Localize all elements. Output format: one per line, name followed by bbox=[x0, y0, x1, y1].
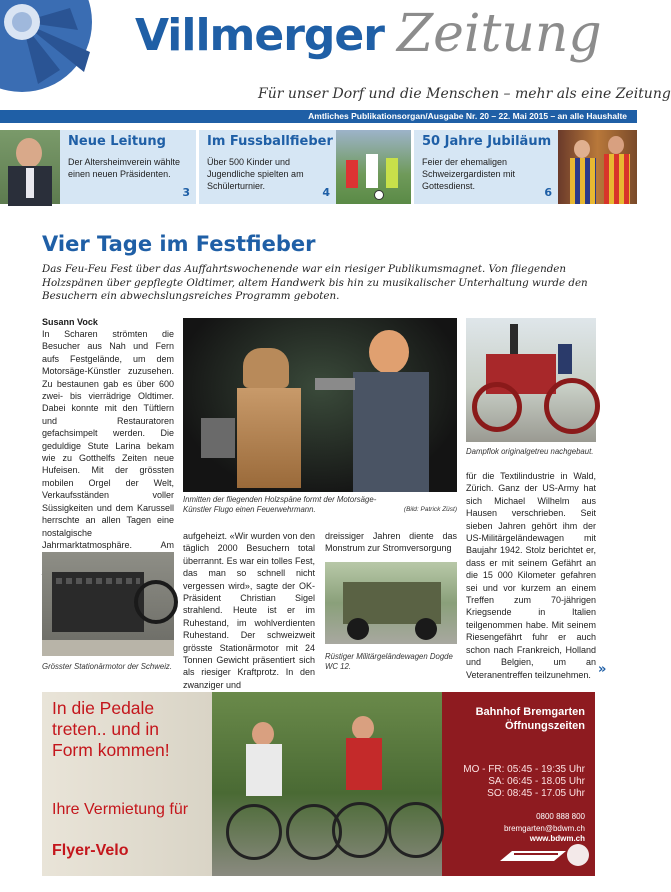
photo-stationary-motor bbox=[42, 552, 174, 656]
caption-steam-locomotive: Dampflok originalgetreu nachgebaut. bbox=[466, 447, 594, 456]
village-emblem-logo bbox=[0, 0, 98, 98]
teaser-photo-president bbox=[0, 130, 60, 204]
teaser-text: Feier der ehemaligen Schweizergardisten mit Gottesdienst. bbox=[422, 157, 516, 191]
article-column-2: aufgeheizt. «Wir wurden von den täglich 2000 Besuchern total überrannt. Es war ein tolles Fest, das man so schnell nicht vergessen wird», sagte der OK-Präsident Christian Sigel strahlend. Heute ist er im Ruhestand, im wohlverdienten Ruhestand. Der schweizweit grösste Stationärmotor mit 24 Tonnen Gewicht präsentiert sich als riesiger Kraftprotz. In den zwanziger und bbox=[183, 531, 315, 690]
teaser-title: 50 Jahre Jubiläum bbox=[422, 134, 552, 149]
newspaper-title: Villmerger bbox=[135, 10, 384, 61]
article-column-1: In Scharen strömten die Besucher aus Nah und Fern aufs Festgelände, um dem Motorsäge-Künstler zuzusehen. Zu bestaunen gab es über 600 zwei- bis vierrädrige Oldtimer. Dabei konnte mit den Tüftlern und Restauratoren gefachsimpelt werden. Die geduldige Stute Larina bekam wie zu Gotthelfs Zeiten neue Hufeisen. Mit der grössten mobilen Orgel der Welt, Verkaufsständen voller Süssigkeiten und dem Karussell herrschte an allen Tagen eine nostalgische Jahrmarktatmosphäre. Am bbox=[42, 329, 174, 550]
ad-hours-sunday: SO: 08:45 - 17.05 Uhr bbox=[487, 788, 585, 799]
ad-brand-name: Flyer-Velo bbox=[52, 842, 129, 859]
teaser-anniversary[interactable] bbox=[414, 130, 558, 204]
ad-photo-cyclists bbox=[212, 692, 442, 876]
newspaper-title-script: Zeitung bbox=[397, 4, 602, 64]
ad-hours-title: Öffnungszeiten bbox=[504, 720, 585, 732]
teaser-page-number: 4 bbox=[322, 186, 330, 199]
ad-rental-text: Ihre Vermietung für bbox=[52, 801, 189, 818]
teaser-text: Der Altersheimverein wählte einen neuen Präsidenten. bbox=[68, 157, 181, 179]
ad-text-panel bbox=[42, 692, 212, 876]
article-end-mark: » bbox=[598, 662, 607, 677]
ad-station-name: Bahnhof Bremgarten bbox=[475, 706, 585, 718]
photo-military-vehicle bbox=[325, 562, 457, 644]
ad-phone[interactable]: 0800 888 800 bbox=[536, 812, 585, 821]
article-column-4: für die Textilindustrie in Wald, Zürich. Ganz der US-Army hat sich Michael Wilhelm aus Hausen verschrieben. Seit sieben Jahren gehört ihm der US-Militärgeländewagen mit Baujahr 1942. Stolz berichtet er, dass er mit seinem Gefährt an die 15 000 Kilometer gefahren sei und vor kurzem an einem Treffen zum 70-jährigen Kriegsende in Italien teilgenommen habe. Mit seinem Riesengefährt fuhr er auch schon nach Frankreich, Holland und Belgien, um an Veteranentreffen teilzunehmen. bbox=[466, 471, 596, 680]
bdwm-logo-icon bbox=[498, 848, 568, 864]
caption-stationary-motor: Grösster Stationärmotor der Schweiz. bbox=[42, 662, 172, 671]
quality-seal-icon bbox=[567, 844, 589, 866]
teaser-photo-football bbox=[336, 130, 411, 204]
photo-steam-locomotive bbox=[466, 318, 596, 442]
teaser-page-number: 6 bbox=[544, 186, 552, 199]
issue-info-bar bbox=[0, 110, 637, 123]
teaser-text: Über 500 Kinder und Jugendliche spielten am Schülerturnier. bbox=[207, 157, 304, 191]
teaser-page-number: 3 bbox=[182, 186, 190, 199]
issue-info-text: Amtliches Publikationsorgan/Ausgabe Nr. 20 – 22. Mai 2015 – an alle Haushalte bbox=[308, 111, 627, 121]
teaser-football[interactable] bbox=[199, 130, 336, 204]
article-lead: Das Feu-Feu Fest über das Auffahrtswochenende war ein riesiger Publikumsmagnet. Von fliegenden Holzspänen über gepflegte Oldtimer, altem Handwerk bis hin zu musikalischer Unterhaltung wurde den Besuchern ein abwechslungsreiches Programm geboten. bbox=[42, 263, 588, 302]
bike-rental-advertisement[interactable] bbox=[42, 692, 595, 876]
newspaper-tagline: Für unser Dorf und die Menschen – mehr als eine Zeitung bbox=[258, 86, 671, 102]
teaser-photo-swiss-guard bbox=[558, 130, 637, 204]
ad-hours-weekday: MO - FR: 05:45 - 19:35 Uhr bbox=[463, 764, 585, 775]
teaser-title: Im Fussballfieber bbox=[207, 134, 333, 149]
photo-chainsaw-artist bbox=[183, 318, 457, 492]
caption-military-vehicle: Rüstiger Militärgeländewagen Dogde WC 12. bbox=[325, 652, 453, 671]
caption-chainsaw-artist: Inmitten der fliegenden Holzspäne formt der Motorsäge-Künstler Flugo einen Feuerwehrmann. bbox=[183, 495, 377, 514]
ad-email[interactable]: bremgarten@bdwm.ch bbox=[503, 824, 585, 833]
photo-credit: (Bild: Patrick Züst) bbox=[403, 506, 457, 513]
ad-info-panel bbox=[442, 692, 595, 876]
article-author: Susann Vock bbox=[42, 317, 98, 327]
teaser-title: Neue Leitung bbox=[68, 134, 166, 149]
article-column-3: dreissiger Jahren diente das Monstrum zur Stromversorgung bbox=[325, 531, 457, 554]
article-headline: Vier Tage im Festfieber bbox=[42, 232, 316, 256]
ad-hours-saturday: SA: 06:45 - 18.05 Uhr bbox=[488, 776, 585, 787]
ad-website[interactable]: www.bdwm.ch bbox=[529, 834, 585, 843]
teaser-new-leadership[interactable] bbox=[60, 130, 196, 204]
ad-slogan: In die Pedale treten.. und in Form kommen! bbox=[52, 698, 170, 760]
